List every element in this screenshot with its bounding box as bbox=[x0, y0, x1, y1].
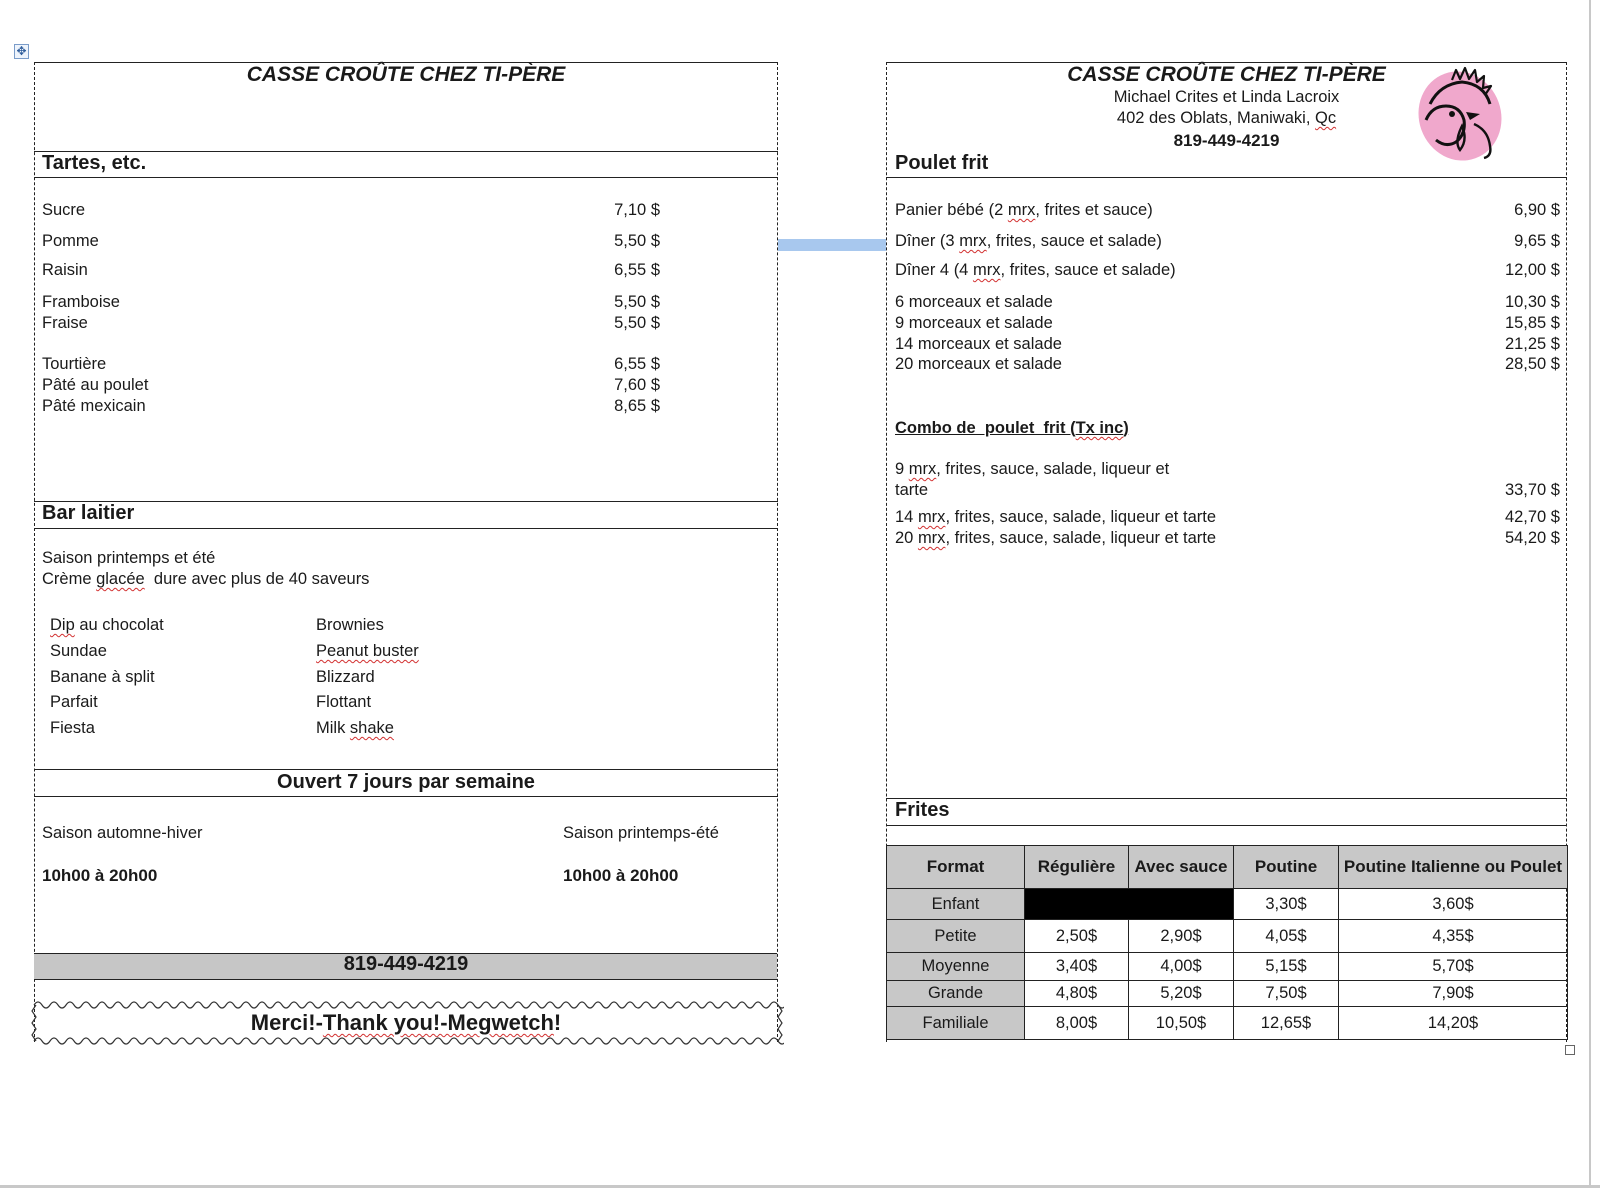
divider bbox=[34, 796, 778, 797]
dessert-item: Fiesta bbox=[50, 719, 95, 737]
poulet-item-name: Dîner (3 mrx, frites, sauce et salade) bbox=[895, 232, 1162, 250]
tartes-item-price: 6,55 $ bbox=[614, 355, 660, 373]
divider bbox=[34, 528, 778, 529]
hours-season-fall-winter: Saison automne-hiver bbox=[42, 824, 203, 842]
poulet-item-price: 15,85 $ bbox=[1504, 314, 1560, 332]
divider bbox=[886, 798, 1567, 799]
frites-price-cell: 4,05$ bbox=[1234, 920, 1339, 953]
bar-laitier-heading: Bar laitier bbox=[42, 502, 135, 524]
tartes-item-name: Sucre bbox=[42, 201, 86, 219]
combo-item-price: 33,70 $ bbox=[1504, 481, 1560, 499]
dessert-item: Peanut buster bbox=[316, 642, 419, 660]
thanks-message: Merci!-Thank you!-Megwetch! bbox=[250, 1010, 562, 1035]
hours-time-spring-summer: 10h00 à 20h00 bbox=[563, 866, 679, 885]
frites-price-cell: 2,90$ bbox=[1129, 920, 1234, 953]
frites-price-cell: 4,35$ bbox=[1339, 920, 1568, 953]
frites-price-cell: 4,00$ bbox=[1129, 953, 1234, 981]
frites-price-cell: 7,50$ bbox=[1234, 981, 1339, 1007]
dessert-item: Sundae bbox=[50, 642, 107, 660]
frites-heading: Frites bbox=[895, 799, 950, 821]
dessert-item: Parfait bbox=[50, 693, 98, 711]
divider bbox=[886, 825, 1567, 826]
table-move-handle-icon[interactable]: ✥ bbox=[14, 44, 29, 59]
combo-item-price: 54,20 $ bbox=[1504, 529, 1560, 547]
frites-format-cell: Enfant bbox=[887, 889, 1025, 920]
rooster-logo-icon bbox=[1410, 66, 1510, 162]
tartes-item-name: Pâté mexicain bbox=[42, 397, 146, 415]
frites-price-cell: 12,65$ bbox=[1234, 1007, 1339, 1040]
frites-price-cell: 2,50$ bbox=[1025, 920, 1129, 953]
poulet-item-name: Panier bébé (2 mrx, frites et sauce) bbox=[895, 201, 1153, 219]
frites-price-cell: 7,90$ bbox=[1339, 981, 1568, 1007]
poulet-item-price: 10,30 $ bbox=[1504, 293, 1560, 311]
frites-header-cell: Avec sauce bbox=[1129, 846, 1234, 889]
frites-price-cell: 3,40$ bbox=[1025, 953, 1129, 981]
frites-row bbox=[887, 953, 1568, 981]
tartes-item-price: 7,10 $ bbox=[614, 201, 660, 219]
combo-item-name: 9 mrx, frites, sauce, salade, liqueur et bbox=[895, 460, 1170, 478]
dessert-item: Blizzard bbox=[316, 668, 375, 686]
poulet-item-name: 20 morceaux et salade bbox=[895, 355, 1062, 373]
divider bbox=[886, 177, 1567, 178]
frites-format-cell: Petite bbox=[887, 920, 1025, 953]
frites-row bbox=[887, 889, 1568, 920]
frites-format-cell: Grande bbox=[887, 981, 1025, 1007]
frites-price-cell: 14,20$ bbox=[1339, 1007, 1568, 1040]
frites-blacked-cell bbox=[1025, 889, 1234, 920]
left-border-right bbox=[777, 62, 778, 1042]
frites-price-cell: 5,70$ bbox=[1339, 953, 1568, 981]
tartes-item-name: Framboise bbox=[42, 293, 120, 311]
tartes-item-name: Raisin bbox=[42, 261, 88, 279]
frites-row bbox=[887, 1007, 1568, 1040]
frites-price-cell: 10,50$ bbox=[1129, 1007, 1234, 1040]
bar-laitier-description: Crème glacée dure avec plus de 40 saveurs bbox=[42, 570, 370, 588]
tartes-heading: Tartes, etc. bbox=[42, 152, 147, 174]
table-resize-handle-icon[interactable] bbox=[1565, 1045, 1575, 1055]
poulet-item-name: Dîner 4 (4 mrx, frites, sauce et salade) bbox=[895, 261, 1176, 279]
poulet-item-name: 6 morceaux et salade bbox=[895, 293, 1053, 311]
poulet-item-price: 9,65 $ bbox=[1514, 232, 1560, 250]
hours-heading: Ouvert 7 jours par semaine bbox=[277, 771, 535, 793]
frites-header-cell: Régulière bbox=[1025, 846, 1129, 889]
combo-heading: Combo de poulet frit (Tx inc) bbox=[895, 419, 1129, 437]
poulet-heading: Poulet frit bbox=[895, 152, 989, 174]
poulet-item-price: 12,00 $ bbox=[1504, 261, 1560, 279]
divider bbox=[34, 177, 778, 178]
tartes-item-price: 5,50 $ bbox=[614, 232, 660, 250]
frites-price-cell: 5,15$ bbox=[1234, 953, 1339, 981]
dessert-item: Banane à split bbox=[50, 668, 155, 686]
dessert-item: Brownies bbox=[316, 616, 384, 634]
left-phone: 819-449-4219 bbox=[343, 953, 469, 975]
divider bbox=[34, 501, 778, 502]
frites-header-cell: Format bbox=[887, 846, 1025, 889]
tartes-item-name: Tourtière bbox=[42, 355, 107, 373]
tartes-item-name: Pâté au poulet bbox=[42, 376, 149, 394]
poulet-item-price: 21,25 $ bbox=[1504, 335, 1560, 353]
frites-price-cell: 5,20$ bbox=[1129, 981, 1234, 1007]
frites-row bbox=[887, 920, 1568, 953]
poulet-item-price: 28,50 $ bbox=[1504, 355, 1560, 373]
selection-highlight bbox=[778, 239, 886, 251]
frites-format-cell: Familiale bbox=[887, 1007, 1025, 1040]
bar-laitier-season: Saison printemps et été bbox=[42, 549, 216, 567]
address: 402 des Oblats, Maniwaki, Qc bbox=[1116, 109, 1337, 127]
tartes-item-name: Pomme bbox=[42, 232, 99, 250]
left-title: CASSE CROÛTE CHEZ TI-PÈRE bbox=[246, 63, 566, 86]
right-title: CASSE CROÛTE CHEZ TI-PÈRE bbox=[1067, 63, 1386, 86]
hours-time-fall-winter: 10h00 à 20h00 bbox=[42, 866, 158, 885]
frites-header-cell: Poutine Italienne ou Poulet bbox=[1339, 846, 1568, 889]
left-border-left bbox=[34, 62, 35, 1042]
hours-season-spring-summer: Saison printemps-été bbox=[563, 824, 719, 842]
tartes-item-price: 7,60 $ bbox=[614, 376, 660, 394]
frites-row bbox=[887, 981, 1568, 1007]
tartes-item-price: 5,50 $ bbox=[614, 293, 660, 311]
owners: Michael Crites et Linda Lacroix bbox=[1113, 88, 1340, 106]
poulet-item-name: 14 morceaux et salade bbox=[895, 335, 1062, 353]
frites-format-cell: Moyenne bbox=[887, 953, 1025, 981]
tartes-item-price: 5,50 $ bbox=[614, 314, 660, 332]
combo-item-name-line2: tarte bbox=[895, 481, 929, 499]
poulet-item-name: 9 morceaux et salade bbox=[895, 314, 1053, 332]
right-phone: 819-449-4219 bbox=[1173, 131, 1280, 150]
combo-item-name: 14 mrx, frites, sauce, salade, liqueur et tarte bbox=[895, 508, 1216, 526]
dessert-item: Flottant bbox=[316, 693, 372, 711]
dessert-item: Milk shake bbox=[316, 719, 394, 737]
divider bbox=[34, 769, 778, 770]
combo-item-price: 42,70 $ bbox=[1504, 508, 1560, 526]
dessert-item: Dip au chocolat bbox=[50, 616, 164, 634]
page-edge-right bbox=[1589, 0, 1591, 1188]
frites-price-cell: 3,30$ bbox=[1234, 889, 1339, 920]
frites-header-row bbox=[887, 846, 1568, 889]
frites-header-cell: Poutine bbox=[1234, 846, 1339, 889]
tartes-item-price: 6,55 $ bbox=[614, 261, 660, 279]
frites-table bbox=[886, 845, 1568, 1040]
frites-price-cell: 4,80$ bbox=[1025, 981, 1129, 1007]
combo-item-name: 20 mrx, frites, sauce, salade, liqueur et tarte bbox=[895, 529, 1216, 547]
tartes-item-price: 8,65 $ bbox=[614, 397, 660, 415]
frites-price-cell: 3,60$ bbox=[1339, 889, 1568, 920]
poulet-item-price: 6,90 $ bbox=[1514, 201, 1560, 219]
tartes-item-name: Fraise bbox=[42, 314, 88, 332]
frites-price-cell: 8,00$ bbox=[1025, 1007, 1129, 1040]
